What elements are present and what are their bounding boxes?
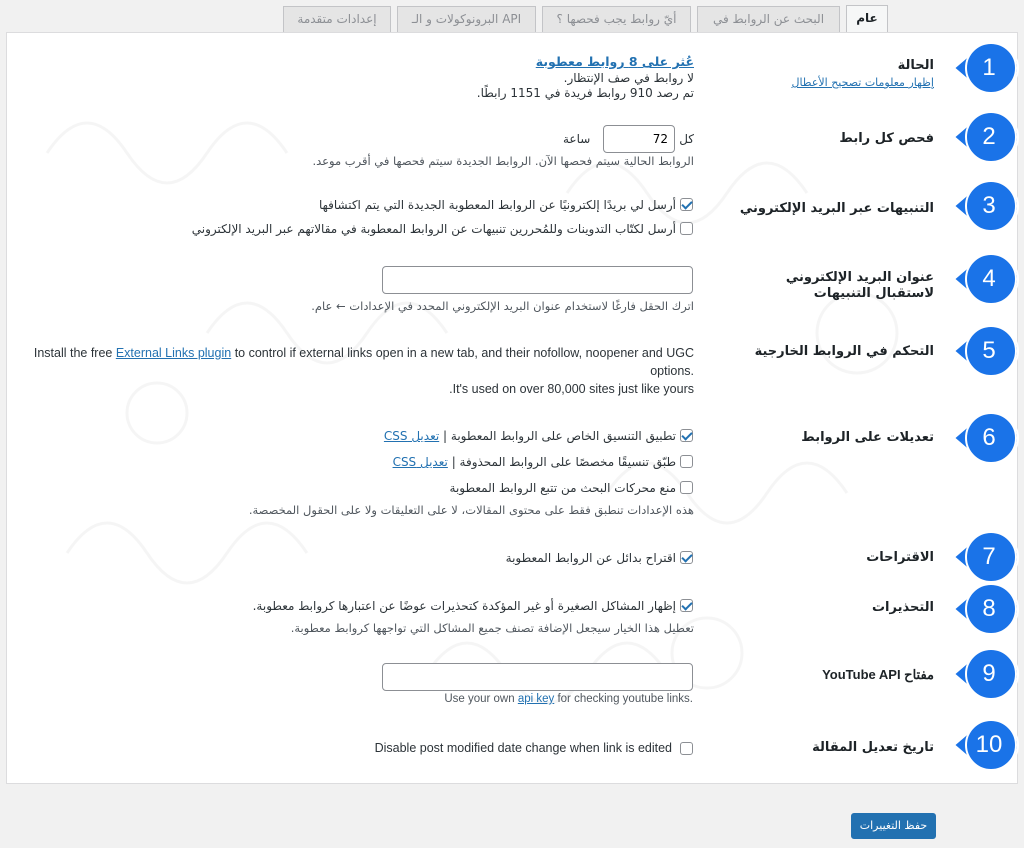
tracked-count: تم رصد 910 روابط فريدة في 1151 رابطًا. bbox=[476, 86, 694, 100]
suggestions-checkbox[interactable] bbox=[680, 551, 693, 564]
email-me-checkbox[interactable] bbox=[680, 198, 693, 211]
broken-style-checkbox[interactable] bbox=[680, 429, 693, 442]
email-authors-text: أرسل لكتّاب التدوينات وللمُحررين تنبيهات عن الروابط المعطوبة في مقالاتهم عبر البريد الإلكتروني bbox=[191, 222, 676, 236]
show-debug-link[interactable]: إظهار معلومات تصحيح الأعطال bbox=[791, 76, 934, 89]
callout-badge-5 bbox=[894, 325, 1024, 377]
youtube-api-input[interactable] bbox=[382, 663, 693, 691]
badge-number: 4 bbox=[982, 265, 996, 292]
broken-style-text bbox=[384, 428, 676, 444]
callout-badge-10 bbox=[894, 719, 1024, 771]
youtube-desc-after: for checking youtube links. bbox=[557, 693, 693, 705]
tab-advanced[interactable]: إعدادات متقدمة bbox=[283, 6, 391, 32]
notify-email-input[interactable] bbox=[382, 266, 693, 294]
ext-text-line3: .It's used on over 80,000 sites just like yours bbox=[449, 382, 694, 396]
queue-status: لا روابط في صف الإنتظار. bbox=[563, 71, 694, 85]
nofollow-checkbox[interactable] bbox=[680, 481, 693, 494]
removed-style-text bbox=[393, 454, 676, 470]
callout-badge-9 bbox=[894, 648, 1024, 700]
check-unit: ساعة bbox=[563, 132, 591, 146]
broken-links-link[interactable]: عُثر على 8 روابط معطوبة bbox=[535, 54, 694, 69]
youtube-desc-before: Use your own bbox=[444, 693, 515, 705]
save-changes-button[interactable]: حفظ التغييرات bbox=[851, 813, 936, 839]
warnings-desc: تعطيل هذا الخيار سيجعل الإضافة تصنف جميع المشاكل التي تواجهها كروابط معطوبة. bbox=[290, 621, 694, 635]
youtube-api-label: مفتاح YouTube API bbox=[822, 667, 934, 682]
badge-number: 3 bbox=[982, 192, 996, 219]
post-date-checkbox[interactable] bbox=[680, 742, 693, 755]
badge-number: 9 bbox=[982, 660, 996, 687]
suggestions-label: الاقتراحات bbox=[866, 550, 934, 565]
youtube-desc bbox=[382, 693, 693, 705]
check-interval-input[interactable] bbox=[603, 125, 675, 153]
badge-number: 8 bbox=[982, 595, 996, 622]
broken-css-link[interactable]: تعديل CSS bbox=[383, 429, 440, 443]
callout-badge-3 bbox=[894, 180, 1024, 232]
badge-number: 7 bbox=[982, 543, 996, 570]
ext-text-before: Install the free bbox=[33, 346, 113, 360]
tab-protocols-api[interactable]: البرونوكولات و الـ API bbox=[397, 6, 536, 32]
tab-which-links[interactable]: أيّ روابط يجب فحصها ؟ bbox=[542, 6, 691, 32]
post-date-label: تاريخ تعديل المقالة bbox=[812, 740, 934, 755]
warnings-checkbox[interactable] bbox=[680, 599, 693, 612]
callout-badge-7 bbox=[894, 531, 1024, 583]
check-desc: الروابط الحالية سيتم فحصها الآن. الروابط الجديدة سيتم فحصها في أقرب موعد. bbox=[312, 154, 694, 168]
warnings-label: التحذيرات bbox=[871, 600, 934, 615]
email-me-text: أرسل لي بريدًا إلكترونيًا عن الروابط المعطوبة الجديدة التي يتم اكتشافها bbox=[318, 198, 676, 212]
link-tweaks-desc: هذه الإعدادات تنطبق فقط على محتوى المقالات، لا على التعليقات ولا على الحقول المخصصة. bbox=[248, 503, 694, 517]
external-links-text bbox=[32, 344, 694, 398]
broken-style-label: تطبيق التنسيق الخاص على الروابط المعطوبة | bbox=[443, 429, 676, 443]
callout-badge-2 bbox=[894, 111, 1024, 163]
callout-badge-6 bbox=[894, 412, 1024, 464]
ext-text-line2: options. bbox=[650, 364, 694, 378]
ext-text-after: to control if external links open in a new tab, and their nofollow, noopener and UGC bbox=[234, 346, 694, 360]
callout-badge-4 bbox=[894, 253, 1024, 305]
post-date-text: Disable post modified date change when link is edited bbox=[374, 741, 672, 755]
external-links-plugin-link[interactable]: External Links plugin bbox=[115, 346, 232, 360]
notify-email-desc: اترك الحقل فارغًا لاستخدام عنوان البريد الإلكتروني المحدد في الإعدادات ← عام. bbox=[311, 299, 694, 313]
youtube-api-key-link[interactable]: api key bbox=[517, 693, 555, 705]
badge-number: 1 bbox=[982, 54, 996, 81]
badge-number: 10 bbox=[975, 731, 1003, 758]
removed-style-label: طبّق تنسيقًا مخصصًا على الروابط المحذوفة | bbox=[451, 455, 676, 469]
tab-general[interactable]: عام bbox=[846, 5, 888, 33]
external-links-label: التحكم في الروابط الخارجية bbox=[754, 344, 934, 359]
removed-css-link[interactable]: تعديل CSS bbox=[392, 455, 448, 469]
check-prefix: كل bbox=[679, 132, 694, 146]
email-notifications-label: التنبيهات عبر البريد الإلكتروني bbox=[739, 201, 934, 216]
suggestions-text: اقتراح بدائل عن الروابط المعطوبة bbox=[505, 551, 676, 565]
warnings-text: إظهار المشاكل الصغيرة أو غير المؤكدة كتحذيرات عوضًا عن اعتبارها كروابط معطوبة. bbox=[252, 599, 676, 613]
removed-style-checkbox[interactable] bbox=[680, 455, 693, 468]
email-authors-checkbox[interactable] bbox=[680, 222, 693, 235]
notify-email-label: عنوان البريد الإلكتروني لاستقبال التنبيهات bbox=[785, 270, 934, 301]
link-tweaks-label: تعديلات على الروابط bbox=[801, 430, 934, 445]
badge-number: 5 bbox=[982, 337, 996, 364]
nofollow-text: منع محركات البحث من تتبع الروابط المعطوبة bbox=[449, 481, 676, 495]
badge-number: 2 bbox=[982, 123, 996, 150]
callout-badge-1 bbox=[894, 42, 1024, 94]
status-label: الحالة bbox=[897, 58, 934, 73]
badge-number: 6 bbox=[982, 424, 996, 451]
callout-badge-8 bbox=[894, 583, 1024, 635]
check-every-label: فحص كل رابط bbox=[839, 131, 934, 146]
tab-look-for-links[interactable]: البحث عن الروابط في bbox=[697, 6, 840, 32]
